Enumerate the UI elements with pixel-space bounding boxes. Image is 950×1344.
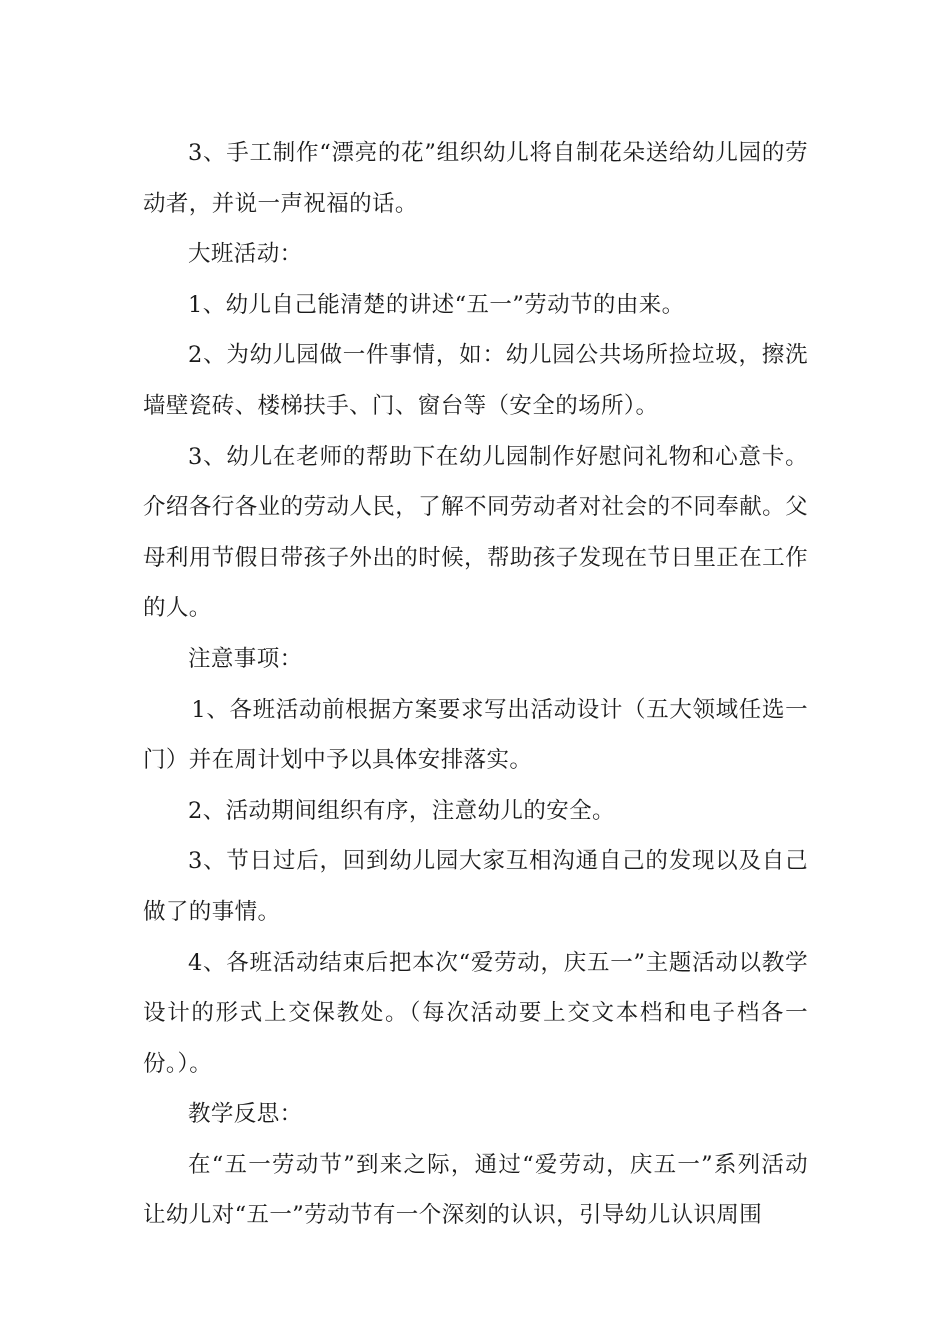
heading-notes: 注意事项： [188,645,303,672]
paragraph-note-1: 1、各班活动前根据方案要求写出活动设计（五大领域任选一门）并在周计划中予以具体安排落实。 [143,696,808,774]
document-body [143,128,808,1241]
paragraph-senior-item-3: 3、幼儿在老师的帮助下在幼儿园制作好慰问礼物和心意卡。介绍各行各业的劳动人民，了解不同劳动者对社会的不同奉献。父母利用节假日带孩子外出的时候，帮助孩子发现在节日里正在工作的人。 [143,443,808,622]
paragraph-note-4: 4、各班活动结束后把本次“爱劳动，庆五一”主题活动以教学设计的形式上交保教处。（每次活动要上交文本档和电子档各一份。）。 [143,949,808,1077]
paragraph-note-2: 2、活动期间组织有序，注意幼儿的安全。 [188,797,615,824]
heading-senior-class-activities: 大班活动： [188,241,303,268]
paragraph-senior-item-1: 1、幼儿自己能清楚的讲述“五一”劳动节的由来。 [188,291,685,318]
paragraph-reflection: 在“五一劳动节”到来之际，通过“爱劳动，庆五一”系列活动让幼儿对“五一”劳动节有一个深刻的认识，引导幼儿认识周围 [143,1151,808,1229]
heading-teaching-reflection: 教学反思： [188,1101,303,1128]
paragraph-senior-item-2: 2、为幼儿园做一件事情，如：幼儿园公共场所捡垃圾，擦洗墙壁瓷砖、楼梯扶手、门、窗台等（安全的场所）。 [143,342,808,419]
paragraph-note-3: 3、节日过后，回到幼儿园大家互相沟通自己的发现以及自己做了的事情。 [143,848,808,925]
paragraph-handcraft-flower: 3、手工制作“漂亮的花”组织幼儿将自制花朵送给幼儿园的劳动者，并说一声祝福的话。 [143,140,808,217]
